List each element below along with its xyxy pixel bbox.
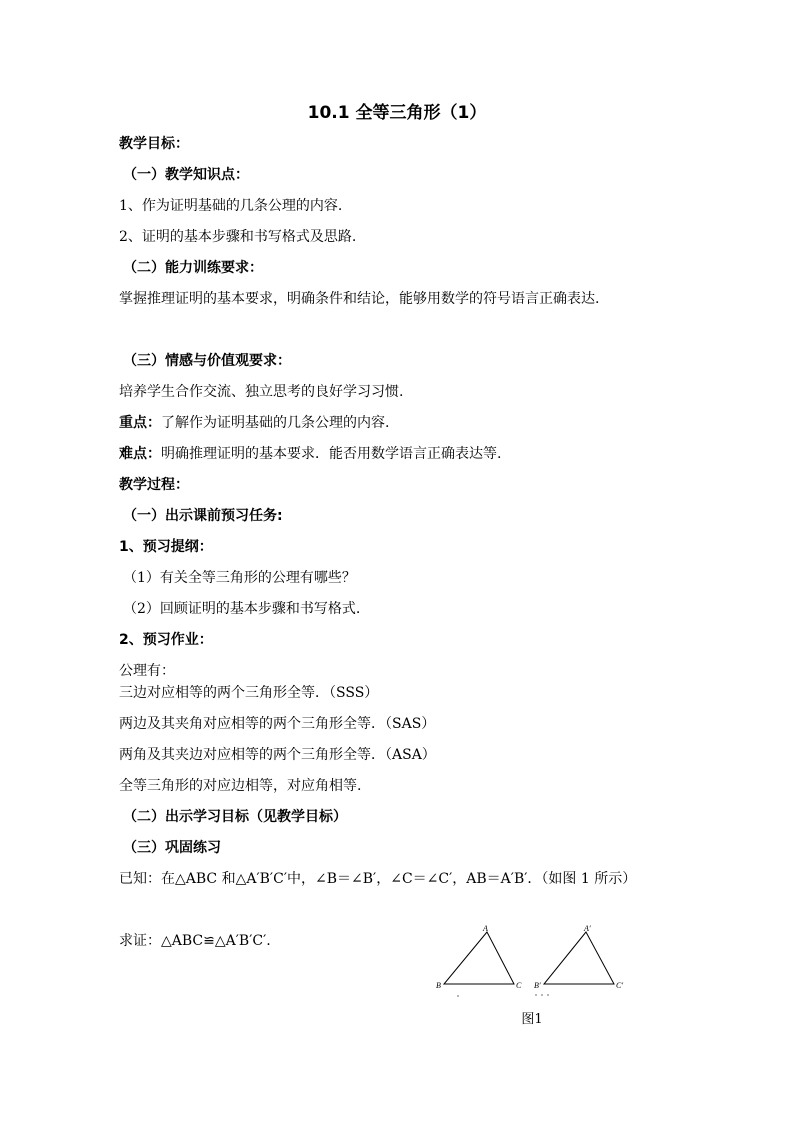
preview-outline-heading: 1、预习提纲： [119, 539, 213, 555]
preview-homework-heading: 2、预习作业： [119, 632, 213, 648]
step3-heading: （三）巩固练习 [123, 840, 221, 856]
vertex-label-c: C [516, 981, 522, 990]
process-heading: 教学过程： [119, 477, 189, 493]
step1-heading: （一）出示课前预习任务: [123, 508, 283, 524]
preview-question-2: （2）回顾证明的基本步骤和书写格式. [123, 601, 361, 617]
axiom-corresponding: 全等三角形的对应边相等，对应角相等. [119, 778, 362, 794]
key-label: 重点： [119, 415, 161, 431]
section2-heading: （二）能力训练要求： [123, 260, 263, 276]
difficulty-text: 明确推理证明的基本要求．能否用数学语言正确表达等. [161, 446, 502, 462]
vertex-label-c-prime: C′ [616, 981, 624, 990]
vertex-label-a-prime: A′ [584, 924, 591, 933]
section3-heading: （三）情感与价值观要求： [123, 353, 291, 369]
prove-text: 求证：△ABC≌△A′B′C′. [119, 933, 271, 949]
dot-mark [457, 995, 458, 996]
triangles-svg [432, 924, 632, 1008]
difficulty-label: 难点： [119, 446, 161, 462]
axioms-intro: 公理有： [119, 663, 175, 679]
section1-heading: （一）教学知识点： [123, 167, 249, 183]
figure-caption: 图1 [521, 1012, 543, 1027]
vertex-label-a: A [483, 924, 488, 933]
knowledge-item-1: 1、作为证明基础的几条公理的内容. [119, 198, 343, 214]
dot-mark [547, 994, 548, 995]
step2-heading: （二）出示学习目标（见教学目标） [123, 809, 347, 825]
given-text: 已知：在△ABC 和△A′B′C′中，∠B＝∠B′，∠C＝∠C′，AB＝A′B′．（如图 1 所示） [119, 871, 637, 887]
triangle-a2b2c2 [544, 932, 614, 984]
knowledge-item-2: 2、证明的基本步骤和书写格式及思路. [119, 229, 357, 245]
goals-heading: 教学目标： [119, 136, 189, 152]
vertex-label-b-prime: B′ [534, 981, 541, 990]
dot-mark [541, 994, 542, 995]
axiom-sss: 三边对应相等的两个三角形全等．（SSS） [119, 685, 379, 701]
congruent-triangles-figure [432, 924, 632, 1032]
dot-mark [535, 994, 536, 995]
emotion-text: 培养学生合作交流、独立思考的良好学习习惯. [119, 384, 404, 400]
ability-text: 掌握推理证明的基本要求，明确条件和结论，能够用数学的符号语言正确表达. [119, 291, 600, 307]
key-text: 了解作为证明基础的几条公理的内容. [161, 415, 390, 431]
page-title: 10.1 全等三角形（1） [307, 103, 487, 123]
preview-question-1: （1）有关全等三角形的公理有哪些？ [123, 570, 356, 586]
triangle-abc [444, 932, 514, 984]
axiom-sas: 两边及其夹角对应相等的两个三角形全等．（SAS） [119, 716, 436, 732]
difficulty-point [119, 444, 501, 464]
key-point [119, 413, 389, 433]
axiom-asa: 两角及其夹边对应相等的两个三角形全等．（ASA） [119, 747, 436, 763]
vertex-label-b: B [436, 981, 441, 990]
